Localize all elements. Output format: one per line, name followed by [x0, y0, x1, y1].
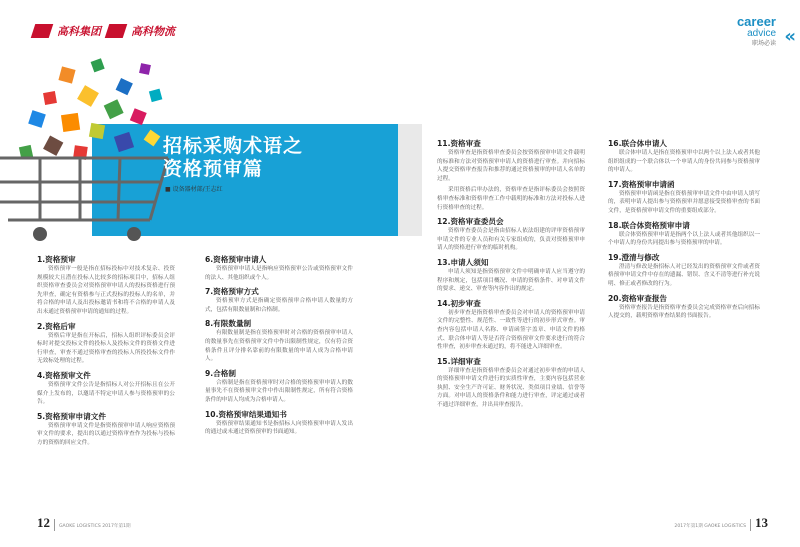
section-paragraph: 有限数量制是指在资格预审时对合格的资格预审申请人的数量事先在资格预审文件中作出限制性规定，仅有符合资格条件且评分排名靠前的有限数量的申请人成为合格申请人。 [205, 330, 353, 363]
author-byline: ■ 设备器材部/王志红 [165, 184, 223, 193]
footer-publication-right: 2017年第1期 GAOKE LOGISTICS [674, 524, 746, 529]
brand-name-logistics: 高科物流 [131, 26, 175, 38]
section-paragraph: 申请人须知是指资格预审文件中明确申请人应当遵守的程序和规定，包括项目概况、申请的资格条件、对申请文件的要求、递交、审查等内容作出的规定。 [437, 268, 585, 293]
brand-logos [33, 23, 175, 39]
section-paragraph: 联合体资格预审申请是指两个以上法人或者其他组织以一个申请人的身份共同提出参与资格预审的申请。 [608, 231, 760, 247]
brand-name-group: 高科集团 [57, 26, 101, 38]
title-line-1: 招标采购术语之 [163, 135, 304, 157]
section-paragraph: 资格后审是指在开标后，招标人组织评标委员会评标时对提交投标文件的投标人及投标文件的资格文件进行审查，审查不通过资格审查的投标人所投投标文件作无效标处理的过程。 [37, 332, 175, 365]
footer-right [674, 515, 768, 531]
section-paragraph: 合格制是指在资格预审时对合格的资格预审申请人的数量事先不在资格预审文件中作出限制性规定，所有符合资格条件的申请人均成为合格申请人。 [205, 379, 353, 403]
section-heading: 19.澄清与修改 [608, 252, 660, 262]
page-spine-shadow [398, 124, 422, 236]
double-chevron-icon: « [784, 26, 796, 47]
footer-divider [54, 519, 55, 531]
text-column-1 [37, 250, 175, 451]
section-heading: 8.有限数量制 [205, 319, 252, 329]
article-title [163, 135, 303, 181]
section-heading: 11.资格审查 [437, 139, 481, 148]
text-column-3 [437, 134, 585, 413]
section-heading: 12.资格审查委员会 [437, 217, 504, 227]
section-heading: 14.初步审查 [437, 298, 481, 308]
section-paragraph: 资格预审申请函是指在资格预审申请文件中由申请人填写的，表明申请人提出参与资格预审并愿意接受资格审查的书面文件，是资格预审申请文件的重要组成部分。 [608, 190, 760, 214]
section-paragraph: 澄清与修改是指招标人对已经发出的资格预审文件或者资格预审申请文件中存在的遗漏、错误、含义不清等进行补充说明、修正或者修改的行为。 [608, 263, 760, 287]
footer-publication-left: GAOKE LOGISTICS 2017年第1期 [59, 524, 131, 529]
section-paragraph: 资格审查委员会是指由招标人依法组建的评审资格预审申请文件的专业人员和有关专家组成的，负责对资格预审申请人的资格进行审查的临时机构。 [437, 228, 585, 252]
gaoke-logistics-logo-icon [105, 24, 128, 38]
career-cn-label: 职场必读 [751, 40, 776, 47]
section-paragraph: 资格预审结果通知书是指招标人向资格预审申请人发出的通过或未通过资格预审的书面通知。 [205, 420, 353, 436]
section-heading: 1.资格预审 [37, 255, 76, 264]
section-paragraph: 资格预审申请文件是指资格预审申请人响应资格预审文件的要求，提出的以通过资格审查作为投标与投标方的资格的回应文件。 [37, 422, 175, 446]
section-heading: 9.合格制 [205, 368, 236, 378]
section-heading: 2.资格后审 [37, 321, 76, 331]
footer-divider [750, 519, 751, 531]
section-paragraph: 资格审查是指资格审查委员会按资格预审申请文件载明的标准和方法对资格预审申请人的资格进行审查。并向招标人提交资格审查报告和推荐的通过资格预审的申请人名单的过程。 [437, 150, 585, 182]
title-line-2: 资格预审篇 [163, 158, 264, 180]
gaoke-group-logo-icon [31, 24, 54, 38]
advice-word: advice [747, 28, 776, 39]
section-paragraph: 初步审查是指资格审查委员会对申请人的资格预审申请文件的完整性、规范性、一致性等进行的初步形式审查。审查内容包括申请人名称、申请函签字盖章、申请文件的格式、联合体申请人等是否符合资格预审文件要求进行的符合性审查，初步审查未通过的，将不能进入详细审查。 [437, 309, 585, 351]
section-paragraph: 资格预审申请人是指响应资格预审公告或资格预审文件的法人、其他组织或个人。 [205, 266, 353, 281]
footer-left [37, 515, 131, 531]
career-word: career [736, 14, 776, 29]
section-heading: 13.申请人须知 [437, 257, 489, 267]
section-heading: 18.联合体资格预审申请 [608, 220, 690, 230]
section-heading: 6.资格预审申请人 [205, 255, 267, 264]
page-number-right: 13 [755, 515, 768, 530]
section-heading: 10.资格预审结果通知书 [205, 409, 287, 419]
section-heading: 17.资格预审申请函 [608, 179, 675, 189]
section-heading: 4.资格预审文件 [37, 370, 91, 380]
text-column-4 [608, 134, 760, 324]
colorful-cubes-icon [19, 58, 162, 160]
section-paragraph: 联合体申请人是指在资格预审中以两个以上法人或者其他组织组成的一个联合体以一个申请人的身份共同参与资格预审的申请人。 [608, 150, 760, 174]
page-number-left: 12 [37, 515, 50, 530]
section-paragraph: 采用资格后审办法的，资格审查是指评标委员会按照资格审查标准和资格审查工作中载明的标准和方法对投标人进行资格审查的过程。 [437, 187, 585, 211]
shopping-cart-illustration [0, 50, 185, 245]
section-paragraph: 资格预审方式是指确定资格预审合格申请人数量的方式，包括有限数量制和合格制。 [205, 298, 353, 313]
text-column-2 [205, 250, 353, 440]
career-advice-badge [718, 15, 800, 48]
section-heading: 7.资格预审方式 [205, 287, 259, 297]
section-paragraph: 详细审查是指资格审查委员会对通过初步审查的申请人的资格预审申请文件进行的实质性审查，主要内容包括营业执照、安全生产许可证、财务状况、类似项目业绩、信誉等方面。对申请人的资格条件和能力进行审查，评定通过或者不通过详细审查，并出具审查报告。 [437, 367, 585, 409]
section-heading: 5.资格预审申请文件 [37, 411, 106, 421]
section-heading: 20.资格审查报告 [608, 293, 668, 303]
section-paragraph: 资格预审一般是指在招标投标中对技术复杂、投资规模较大且潜在投标人比较多的招标项目中，招标人组织资格审查委员会对资格预审申请人的投标资格进行预先审查，确定有资格参与正式投标的投标人的名单，并将合格的申请人及出投标邀请书和将不合格的申请人及出未通过资格预审申请的通知的过程。 [37, 266, 175, 315]
section-heading: 16.联合体申请人 [608, 139, 668, 148]
section-paragraph: 资格审查报告是指资格审查委员会完成资格审查后向招标人提交的，载明资格审查结果的书面报告。 [608, 304, 760, 320]
section-paragraph: 资格预审文件公告是指招标人对公开招标且在公开媒介上发布的，以邀请不特定申请人参与资格预审的公告。 [37, 381, 175, 406]
section-heading: 15.详细审查 [437, 356, 481, 366]
